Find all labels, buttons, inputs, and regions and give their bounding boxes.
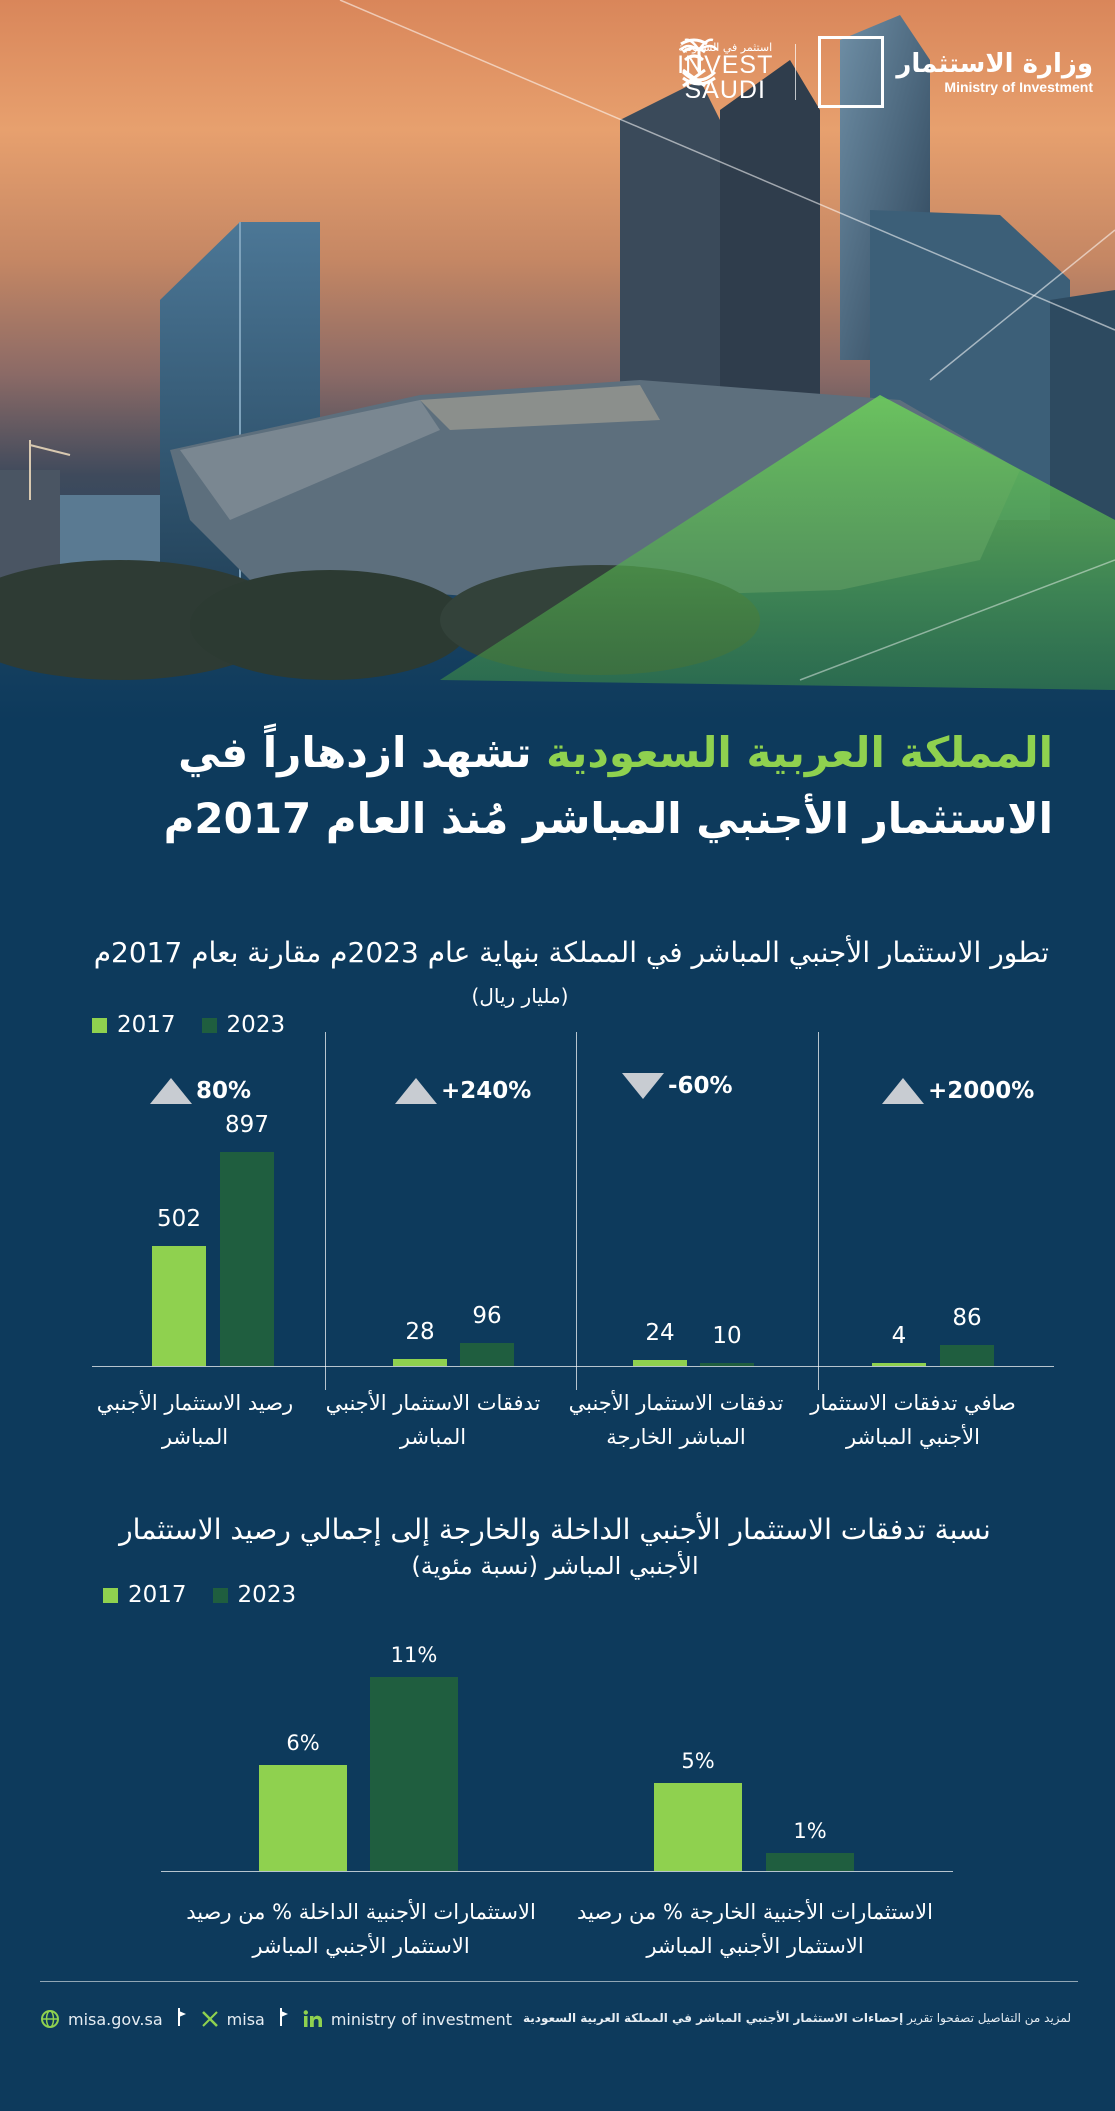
- chart1-divider-3: [818, 1032, 819, 1390]
- bar2-2023-cat2: [766, 1853, 854, 1871]
- linkedin-text: ministry of investment: [330, 2009, 513, 2029]
- data-label-2017-cat1: 502: [157, 1206, 201, 1233]
- change-indicator-cat1: [150, 1078, 251, 1104]
- category2-label-line-1: الاستثمارات الأجنبية الداخلة % من رصيد: [186, 1900, 536, 1924]
- logo-divider: [795, 44, 796, 100]
- category-label-line-2: المباشر: [161, 1425, 229, 1449]
- triangle-up-icon: [395, 1078, 437, 1104]
- headline-green-part: المملكة العربية السعودية: [546, 728, 1053, 777]
- data-label2-2023-cat1: 11%: [390, 1643, 438, 1667]
- chart1-unit: (مليار ريال): [471, 984, 569, 1008]
- bar-2017-cat1: [152, 1246, 206, 1366]
- separator-flag-icon: [177, 2008, 187, 2030]
- data-label-2017-cat3: 24: [645, 1320, 675, 1347]
- chart2-legend: [103, 1582, 322, 1608]
- globe-icon: [40, 2009, 60, 2029]
- category2-label-cat2: [565, 1895, 945, 1963]
- page-headline: [60, 720, 1053, 852]
- change-indicator-cat3: [622, 1073, 733, 1099]
- separator-flag-icon: [279, 2008, 289, 2030]
- invest-saudi-line1: INVEST: [677, 50, 774, 79]
- x-handle-text: misa: [226, 2009, 265, 2029]
- skyline-illustration: [0, 0, 1115, 720]
- change-label-cat3: -60%: [668, 1073, 733, 1099]
- category2-label-line-2: الاستثمار الأجنبي المباشر: [646, 1934, 864, 1958]
- bar-2017-cat4: [872, 1363, 926, 1366]
- legend2-swatch-2017: [103, 1588, 118, 1603]
- bar2-2023-cat1: [370, 1677, 458, 1871]
- bar-2023-cat4: [940, 1345, 994, 1366]
- data-label2-2023-cat2: 1%: [793, 1819, 827, 1844]
- category-label-cat1: [80, 1386, 310, 1454]
- data-label-2023-cat3: 10: [712, 1323, 742, 1349]
- chart2-baseline: [161, 1871, 953, 1872]
- bar-2017-cat2: [393, 1359, 447, 1366]
- data-label-2023-cat1: 897: [225, 1112, 269, 1138]
- category-label-cat4: [798, 1386, 1028, 1454]
- ministry-name-english: Ministry of Investment: [944, 79, 1093, 95]
- saudi-emblem-icon: [818, 36, 884, 108]
- bar2-2017-cat1: [259, 1765, 347, 1871]
- change-indicator-cat4: [882, 1078, 1034, 1104]
- triangle-down-icon: [622, 1073, 664, 1099]
- chart1-divider-1: [325, 1032, 326, 1390]
- chart2-title-block: [100, 1512, 1010, 1584]
- note-prefix: لمزيد من التفاصيل تصفحوا تقرير: [903, 2011, 1071, 2025]
- category2-label-line-1: الاستثمارات الأجنبية الخارجة % من رصيد: [577, 1900, 933, 1924]
- hero-image: [0, 0, 1115, 720]
- data-label-2023-cat2: 96: [472, 1303, 502, 1330]
- chart1-divider-2: [576, 1032, 577, 1390]
- headline-white-part: تشهد ازدهاراً في: [178, 728, 547, 777]
- chart2-title-line2: الأجنبي المباشر (نسبة مئوية): [411, 1552, 699, 1580]
- category-label-line-2: المباشر الخارجة: [606, 1425, 746, 1449]
- change-label-cat2: +240%: [441, 1078, 532, 1104]
- category-label-cat3: [561, 1386, 791, 1454]
- website-link[interactable]: [40, 2009, 163, 2029]
- change-label-cat1: 80%: [196, 1078, 252, 1104]
- category-label-line-2: المباشر: [399, 1425, 467, 1449]
- linkedin-icon: [303, 2010, 323, 2028]
- legend2-label-2017: 2017: [128, 1582, 187, 1608]
- invest-saudi-arabic: استثمر في السعودية: [678, 40, 773, 54]
- invest-saudi-line2: SAUDI: [684, 75, 766, 104]
- bar-2023-cat2: [460, 1343, 514, 1366]
- bar-2023-cat1: [220, 1152, 274, 1366]
- triangle-up-icon: [882, 1078, 924, 1104]
- chart1-title: تطور الاستثمار الأجنبي المباشر في المملكة بنهاية عام 2023م مقارنة بعام 2017م: [93, 936, 1049, 969]
- ministry-name-arabic: وزارة الاستثمار: [896, 49, 1093, 79]
- legend-swatch-2023: [202, 1018, 217, 1033]
- category-label-line-1: تدفقات الاستثمار الأجنبي: [325, 1391, 541, 1415]
- footer-links: [40, 2008, 512, 2030]
- x-logo-icon: [201, 2010, 219, 2028]
- triangle-up-icon: [150, 1078, 192, 1104]
- data-label2-2017-cat1: 6%: [286, 1731, 320, 1756]
- category-label-line-1: رصيد الاستثمار الأجنبي: [96, 1391, 294, 1415]
- category-label-line-1: تدفقات الاستثمار الأجنبي: [568, 1391, 784, 1415]
- note-report-link[interactable]: إحصاءات الاستثمار الأجنبي المباشر في المملكة العربية السعودية: [523, 2011, 904, 2025]
- ministry-logo: [818, 36, 1093, 108]
- website-text: misa.gov.sa: [68, 2009, 163, 2029]
- footer-report-note: [523, 2011, 1071, 2025]
- linkedin-link[interactable]: [303, 2010, 512, 2029]
- x-link[interactable]: [201, 2010, 265, 2029]
- chart2-title: نسبة تدفقات الاستثمار الأجنبي الداخلة والخارجة إلى إجمالي رصيد الاستثمار: [119, 1513, 991, 1546]
- bar-2023-cat3: [700, 1363, 754, 1366]
- legend-label-2017: 2017: [117, 1012, 176, 1038]
- data-label-2017-cat2: 28: [405, 1319, 435, 1346]
- header-logos: [677, 36, 1093, 108]
- change-indicator-cat2: [395, 1078, 531, 1104]
- category-label-line-2: الأجنبي المباشر: [846, 1425, 980, 1449]
- data-label-2017-cat4: 4: [891, 1323, 907, 1349]
- headline-line2: الاستثمار الأجنبي المباشر مُنذ العام 2017م: [163, 794, 1053, 843]
- legend-swatch-2017: [92, 1018, 107, 1033]
- category-label-cat2: [318, 1386, 548, 1454]
- bar-2017-cat3: [633, 1360, 687, 1366]
- legend2-label-2023: 2023: [237, 1582, 297, 1608]
- legend2-swatch-2023: [213, 1588, 228, 1603]
- bar2-2017-cat2: [654, 1783, 742, 1871]
- chart1-legend: [92, 1012, 311, 1038]
- data-label2-2017-cat2: 5%: [681, 1748, 715, 1773]
- change-label-cat4: +2000%: [928, 1078, 1035, 1104]
- data-label-2023-cat4: 86: [952, 1305, 982, 1332]
- category-label-line-1: صافي تدفقات الاستثمار: [810, 1391, 1016, 1415]
- footer-divider: [40, 1981, 1078, 1982]
- category2-label-cat1: [171, 1895, 551, 1963]
- chart1-baseline: [92, 1366, 1054, 1367]
- legend-label-2023: 2023: [226, 1012, 286, 1038]
- category2-label-line-2: الاستثمار الأجنبي المباشر: [252, 1934, 470, 1958]
